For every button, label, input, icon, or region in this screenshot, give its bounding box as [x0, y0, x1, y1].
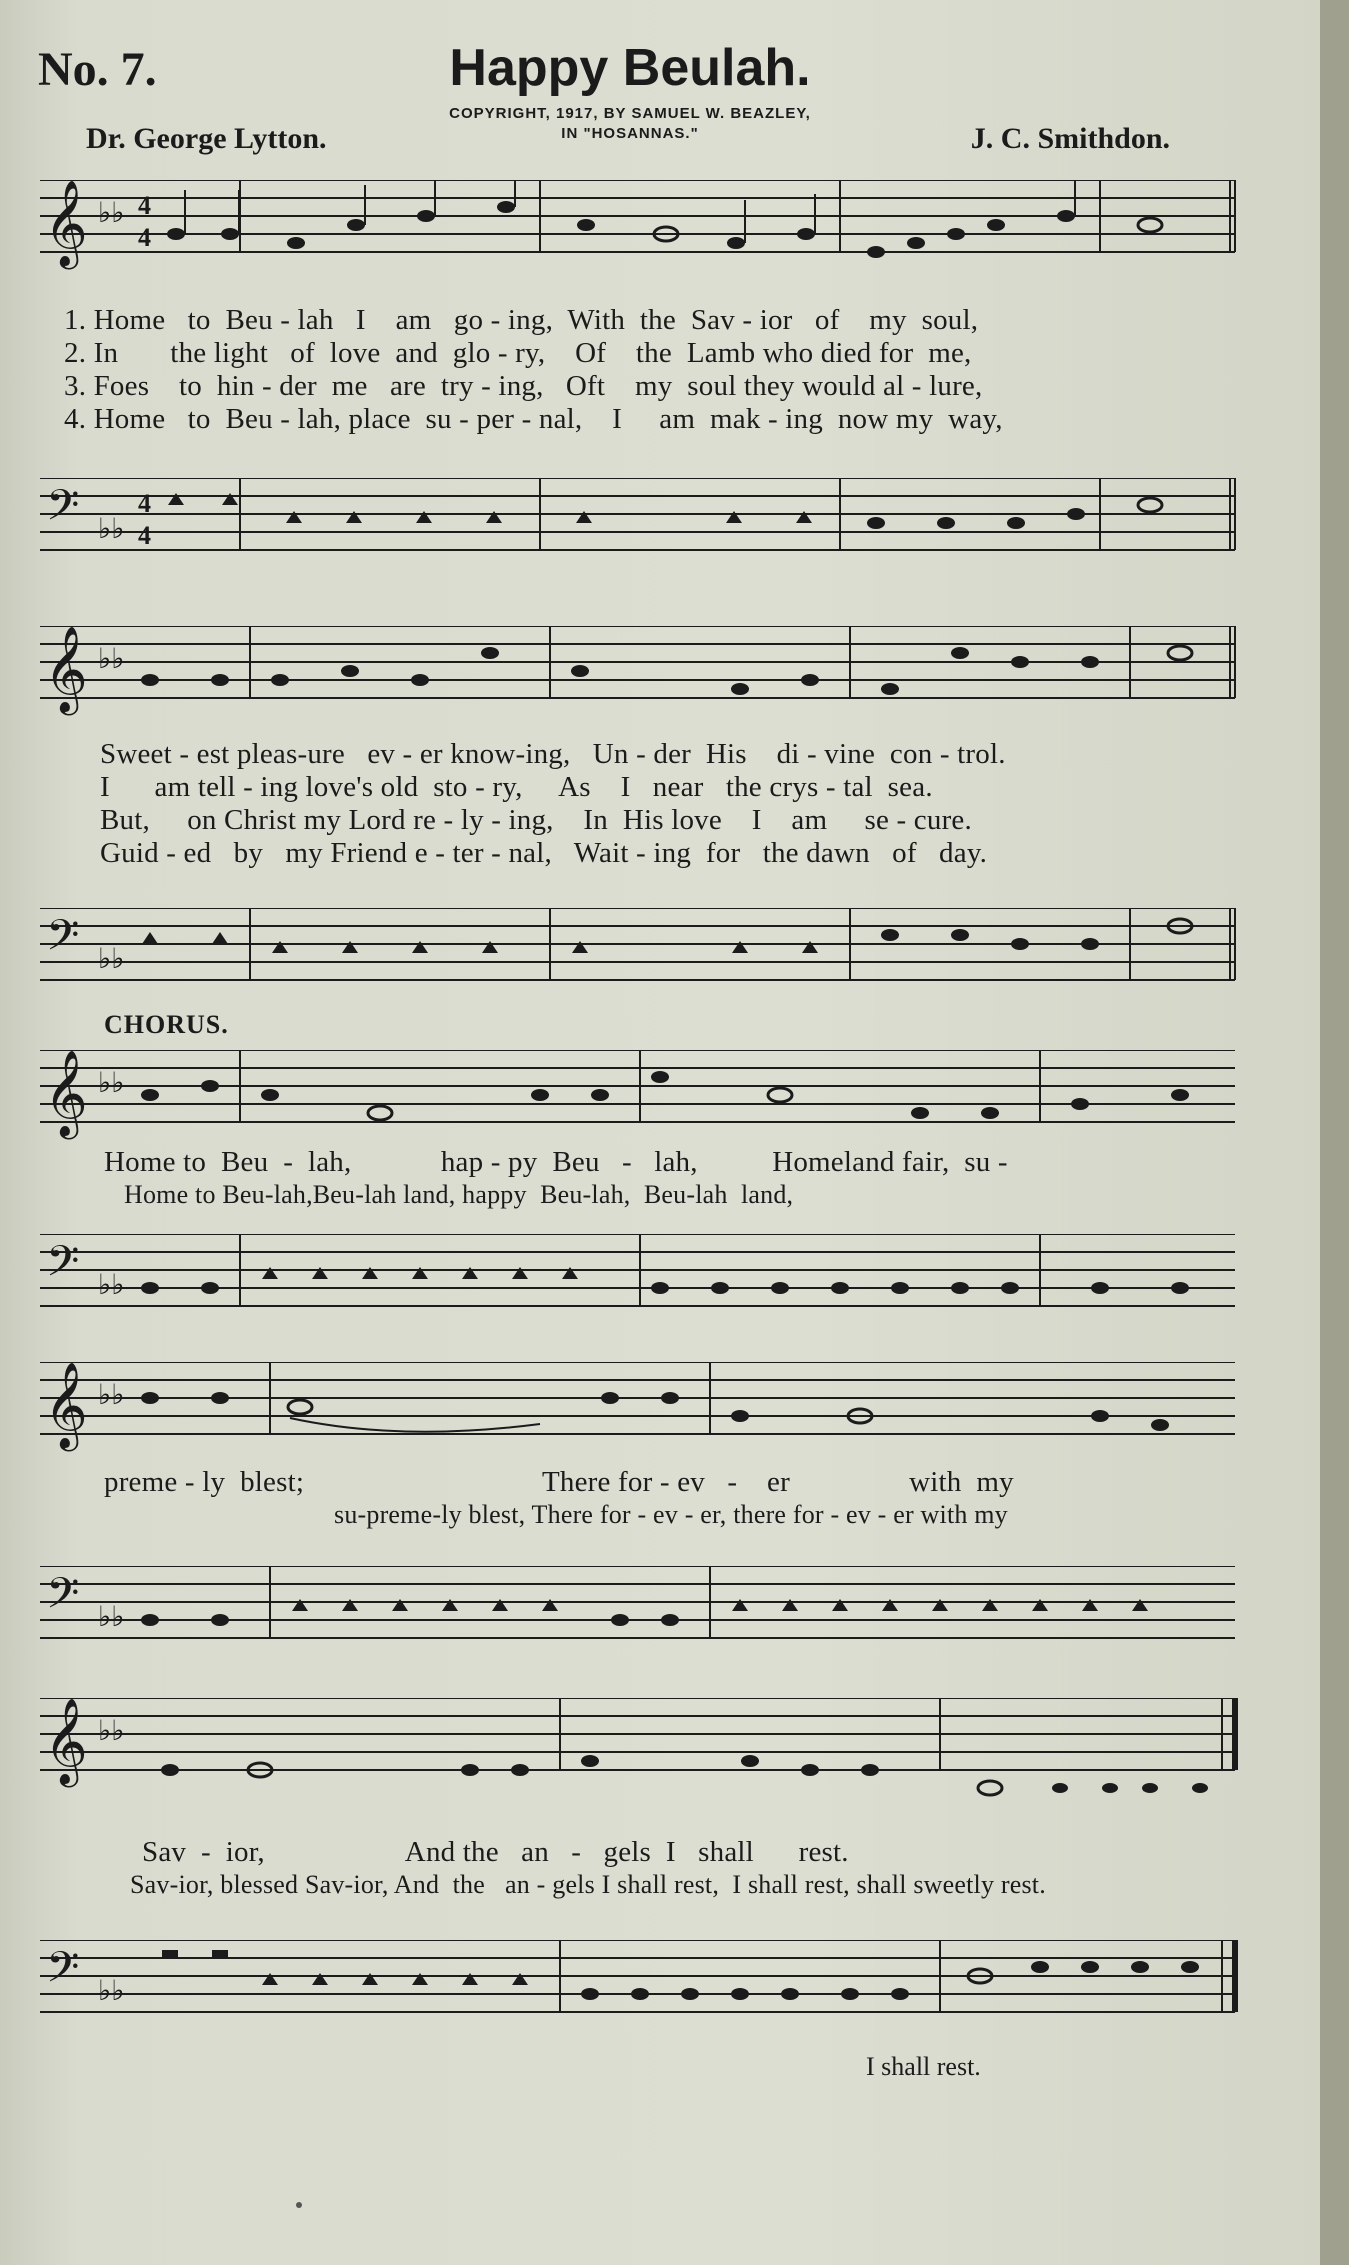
- chorus-bass-line-2: su-preme-ly blest, There for - ev - er, there for - ev - er with my: [334, 1500, 1008, 1529]
- chorus-bass-line-1: Home to Beu-lah,Beu-lah land, happy Beu-lah, Beu-lah land,: [124, 1180, 794, 1209]
- copyright-line-2: IN "HOSANNAS.": [561, 125, 699, 142]
- svg-text:♭♭: ♭♭: [98, 1602, 125, 1633]
- copyright-notice: [390, 104, 870, 144]
- svg-text:𝄢: 𝄢: [46, 913, 80, 970]
- svg-text:♭♭: ♭♭: [98, 644, 125, 675]
- footnote-text: I shall rest.: [866, 2052, 981, 2081]
- verse-4-line-a: 4. Home to Beu - lah, place su - per - nal, I am mak - ing now my way,: [64, 403, 1003, 435]
- svg-text:♭♭: ♭♭: [98, 198, 125, 229]
- verse-2-line-b: I am tell - ing love's old sto - ry, As I near the crys - tal sea.: [100, 771, 933, 803]
- verse-2-line-a: 2. In the light of love and glo - ry, Of the Lamb who died for me,: [64, 337, 972, 369]
- svg-text:𝄢: 𝄢: [46, 1571, 80, 1628]
- svg-text:♭♭: ♭♭: [98, 1068, 125, 1099]
- composer: J. C. Smithdon.: [970, 122, 1170, 155]
- bass-staff-1: [40, 478, 1240, 578]
- svg-text:4: 4: [138, 191, 151, 220]
- chorus-soprano-line-3: Sav - ior, And the an - gels I shall rest.: [142, 1836, 849, 1868]
- verse-1-line-b: Sweet - est pleas-ure ev - er know-ing, Un - der His di - vine con - trol.: [100, 738, 1006, 770]
- chorus-bass-line-3: Sav-ior, blessed Sav-ior, And the an - gels I shall rest, I shall rest, shall sweetly rest.: [130, 1870, 1046, 1899]
- book-page-edge: [1320, 0, 1349, 2265]
- bass-staff-5: [40, 1940, 1240, 2040]
- bass-staff-3: [40, 1234, 1240, 1324]
- copyright-line-1: COPYRIGHT, 1917, BY SAMUEL W. BEAZLEY,: [449, 105, 811, 122]
- svg-text:♭♭: ♭♭: [98, 514, 125, 545]
- svg-text:4: 4: [138, 223, 151, 252]
- treble-staff-3: [40, 1050, 1240, 1150]
- chorus-soprano-line-1: Home to Beu - lah, hap - py Beu - lah, Homeland fair, su -: [104, 1146, 1008, 1178]
- verse-4-line-b: Guid - ed by my Friend e - ter - nal, Wait - ing for the dawn of day.: [100, 837, 988, 869]
- treble-staff-4: [40, 1362, 1240, 1462]
- svg-text:𝄞: 𝄞: [44, 1053, 88, 1135]
- lyricist: Dr. George Lytton.: [86, 122, 327, 155]
- svg-text:♭♭: ♭♭: [98, 1976, 125, 2007]
- treble-staff-5: [40, 1698, 1240, 1808]
- svg-text:♭♭: ♭♭: [98, 1270, 125, 1301]
- chorus-label: CHORUS.: [104, 1010, 229, 1039]
- verse-3-line-b: But, on Christ my Lord re - ly - ing, In His love I am se - cure.: [100, 804, 972, 836]
- treble-staff-2: [40, 626, 1240, 726]
- svg-text:𝄢: 𝄢: [46, 483, 80, 540]
- page-mark: [296, 2202, 302, 2208]
- svg-text:𝄞: 𝄞: [44, 180, 88, 266]
- bass-staff-2: [40, 908, 1240, 998]
- hymn-number: No. 7.: [38, 43, 157, 96]
- svg-text:𝄞: 𝄞: [44, 1365, 88, 1447]
- chorus-soprano-line-2: preme - ly blest; There for - ev - er with my: [104, 1466, 1014, 1498]
- bass-staff-4: [40, 1566, 1240, 1656]
- svg-text:𝄞: 𝄞: [44, 629, 88, 711]
- svg-text:♭♭: ♭♭: [98, 944, 125, 975]
- svg-text:𝄞: 𝄞: [44, 1701, 88, 1783]
- verse-1-line-a: 1. Home to Beu - lah I am go - ing, With the Sav - ior of my soul,: [64, 304, 979, 336]
- svg-text:4: 4: [138, 489, 151, 518]
- verse-3-line-a: 3. Foes to hin - der me are try - ing, Oft my soul they would al - lure,: [64, 370, 983, 402]
- treble-staff-1: [40, 180, 1240, 300]
- svg-text:𝄢: 𝄢: [46, 1239, 80, 1296]
- svg-text:♭♭: ♭♭: [98, 1380, 125, 1411]
- svg-text:♭♭: ♭♭: [98, 1716, 125, 1747]
- svg-text:𝄢: 𝄢: [46, 1945, 80, 2002]
- svg-text:4: 4: [138, 521, 151, 550]
- hymn-title: Happy Beulah.: [449, 39, 811, 97]
